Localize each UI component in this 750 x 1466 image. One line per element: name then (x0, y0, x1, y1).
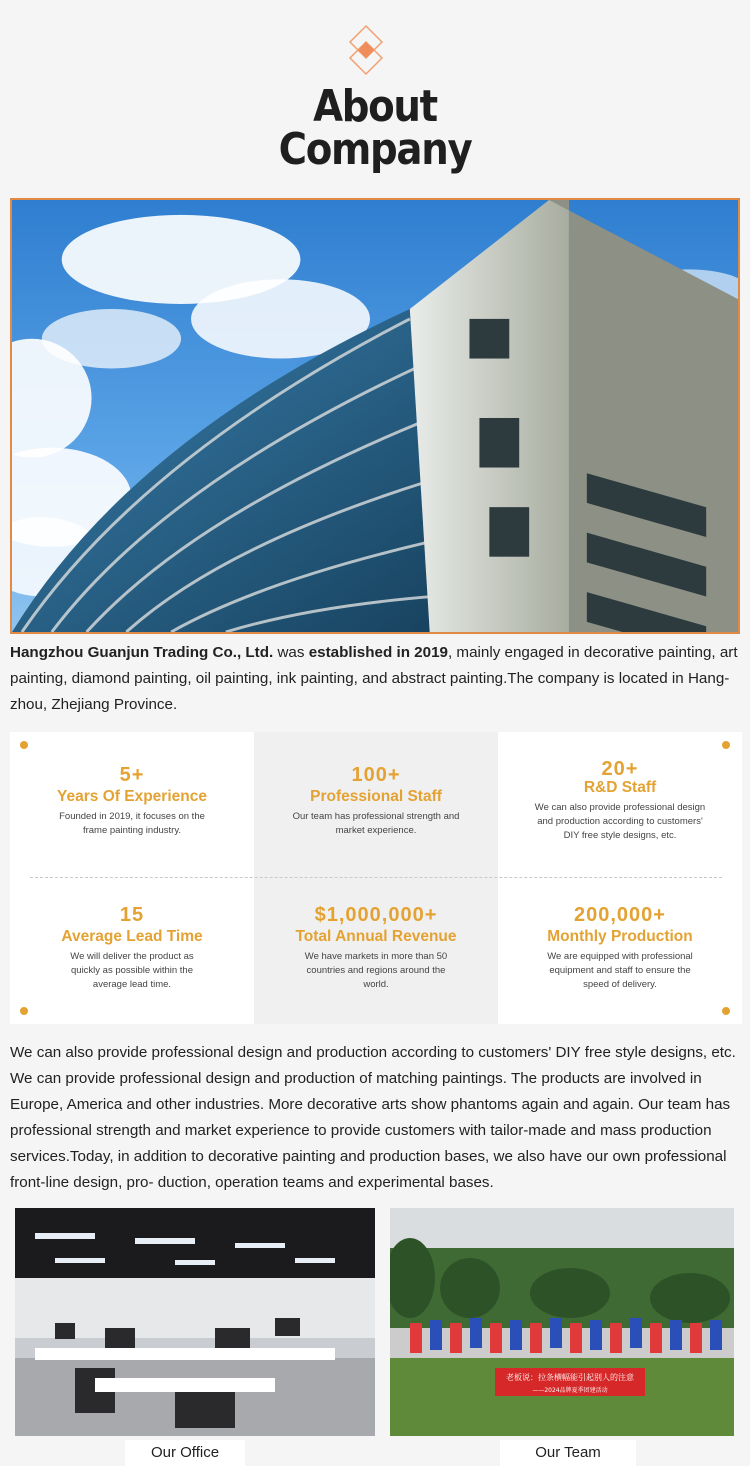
stat-number: 5+ (119, 764, 145, 786)
stat-label: Professional Staff (310, 788, 442, 805)
stat-desc: We will deliver the product as quickly as possible within the average lead time. (70, 951, 194, 990)
stats-divider (30, 877, 722, 878)
office-caption: Our Office (125, 1440, 245, 1466)
stat-label: Monthly Production (547, 928, 693, 945)
company-name: Hangzhou Guanjun Trading Co., Ltd. (10, 644, 274, 661)
stat-total-revenue (254, 878, 498, 1024)
stat-number: $1,000,000+ (314, 904, 438, 926)
diamond-logo-icon (348, 24, 384, 76)
intro-paragraph: Hangzhou Guanjun Trading Co., Ltd. was established in 2019, mainly engaged in decorative painting, art painting, diamond painting, oil painting, ink painting, and abstract painting.The company is located in Hang- zhou, Zhejiang Province. (10, 644, 738, 713)
corner-dot-icon (20, 1007, 28, 1015)
description-paragraph: We can also provide professional design and production according to customers' DIY free style designs, etc. We can provide professional design and production of matching paintings. The products are involved in Europe, America and other industries. More decorative arts show phantoms again and again. Our team has professional strength and market experience to provide customers with tailor-made and mass production services.Today, in addition to decorative painting and production bases, we also have our own professional front-line design, pro- duction, operation teams and experimental bases. (10, 1044, 736, 1191)
stat-desc: We have markets in more than 50 countries and regions around the world. (304, 951, 448, 990)
team-photo (390, 1208, 734, 1436)
stat-number: 200,000+ (574, 904, 666, 926)
stat-years-experience (10, 732, 254, 878)
stat-desc: We can also provide professional design and production according to customers' DIY free style designs, etc. (534, 802, 706, 841)
page-title-line1: About (313, 81, 437, 132)
stat-label: Average Lead Time (61, 928, 203, 945)
team-banner-subtext: ——2024品牌夏季团建活动 (532, 1387, 608, 1394)
stat-monthly-production (498, 878, 742, 1024)
stat-rd-staff (498, 732, 742, 878)
stat-label: R&D Staff (583, 779, 657, 796)
corner-dot-icon (20, 741, 28, 749)
stat-professional-staff (254, 732, 498, 878)
page-title-line2: Company (278, 124, 472, 175)
stat-label: Total Annual Revenue (295, 928, 457, 945)
team-caption: Our Team (500, 1440, 636, 1466)
stats-grid (10, 732, 742, 1024)
team-banner-text: 老板说：拉条横幅能引起别人的注意 (506, 1373, 634, 1382)
stat-desc: Founded in 2019, it focuses on the frame painting industry. (59, 811, 205, 836)
stat-desc: Our team has professional strength and market experience. (292, 811, 460, 836)
stat-number: 15 (119, 904, 145, 926)
stat-number: 20+ (601, 758, 639, 780)
stat-label: Years Of Experience (57, 788, 207, 805)
corner-dot-icon (722, 1007, 730, 1015)
stat-number: 100+ (351, 764, 401, 786)
stat-average-lead-time (10, 878, 254, 1024)
office-photo (15, 1208, 375, 1436)
corner-dot-icon (722, 741, 730, 749)
established-text: established in 2019 (308, 644, 448, 661)
stat-desc: We are equipped with professional equipment and staff to ensure the speed of delivery. (547, 951, 693, 990)
hero-building-image (10, 198, 740, 634)
